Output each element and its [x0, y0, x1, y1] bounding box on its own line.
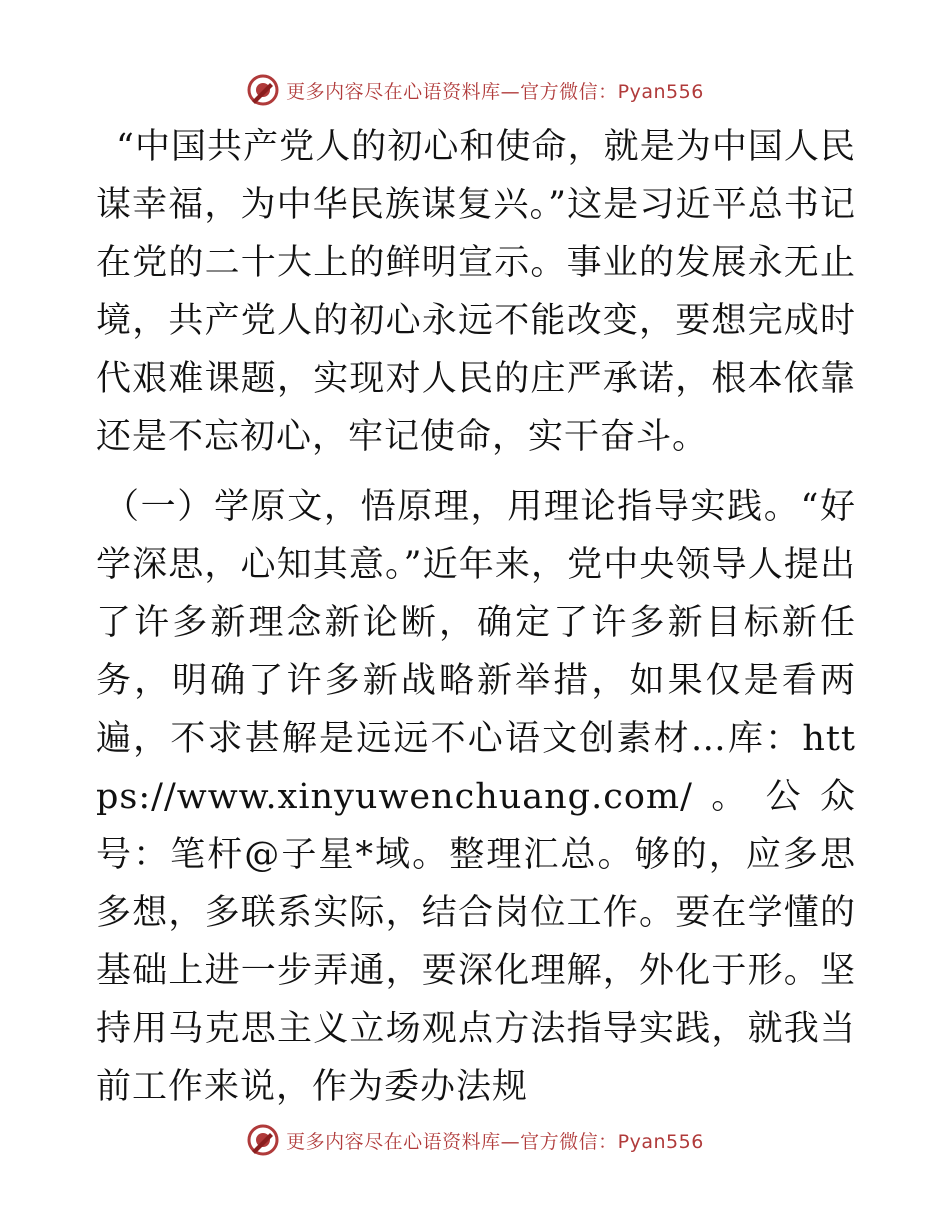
- paragraph-section-one: （一）学原文，悟原理，用理论指导实践。“好学深思，心知其意。”近年来，党中央领导人提出了许多新理念新论断，确定了许多新目标新任务，明确了许多新战略新举措，如果仅是看两遍，不求甚解是远远不心语文创素材…库：https://www.xinyuwenchuang.com/。公众号：笔杆@子星*域。整理汇总。够的，应多思多想，多联系实际，结合岗位工作。要在学懂的基础上进一步弄通，要深化理解，外化于形。坚持用马克思主义立场观点方法指导实践，就我当前工作来说，作为委办法规: [96, 487, 856, 1107]
- watermark-text: 更多内容尽在心语资料库—官方微信：Pyan556: [286, 80, 704, 103]
- watermark-text: 更多内容尽在心语资料库—官方微信：Pyan556: [286, 1130, 704, 1153]
- header-watermark: [0, 70, 950, 110]
- red-pen-seal-icon: [246, 73, 280, 107]
- red-pen-seal-icon: [246, 1123, 280, 1157]
- paragraph-intro: “中国共产党人的初心和使命，就是为中国人民谋幸福，为中华民族谋复兴。”这是习近平总书记在党的二十大上的鲜明宣示。事业的发展永无止境，共产党人的初心永远不能改变，要想完成时代艰难课题，实现对人民的庄严承诺，根本依靠还是不忘初心，牢记使命，实干奋斗。: [96, 127, 856, 457]
- footer-watermark: [0, 1120, 950, 1160]
- document-body: [96, 118, 856, 1116]
